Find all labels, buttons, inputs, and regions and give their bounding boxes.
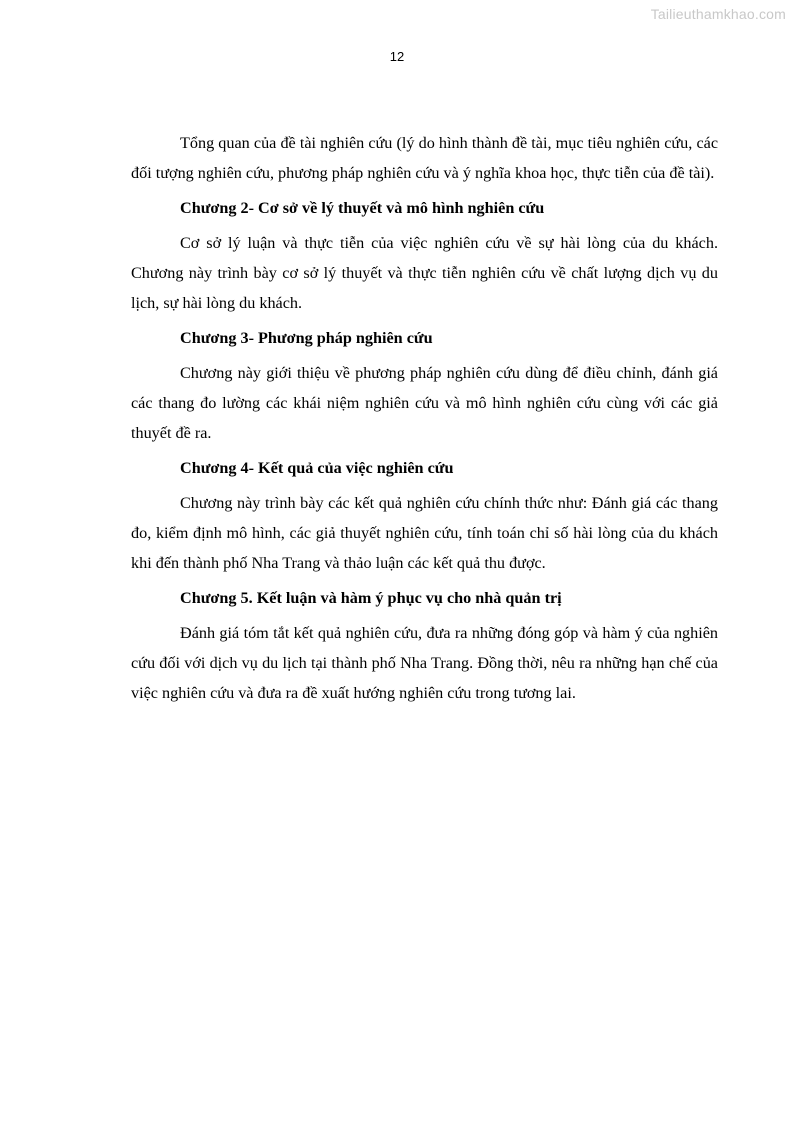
paragraph-intro: Tổng quan của đề tài nghiên cứu (lý do hình thành đề tài, mục tiêu nghiên cứu, các đối tượng nghiên cứu, phương pháp nghiên cứu và ý nghĩa khoa học, thực tiễn của đề tài). bbox=[131, 134, 718, 182]
heading-chapter-5: Chương 5. Kết luận và hàm ý phục vụ cho nhà quản trị bbox=[180, 589, 562, 607]
paragraph-chapter-2: Cơ sở lý luận và thực tiễn của việc nghiên cứu về sự hài lòng của du khách. Chương này trình bày cơ sở lý thuyết và thực tiễn nghiên cứu về chất lượng dịch vụ du lịch, sự hài lòng du khách. bbox=[131, 234, 718, 312]
document-body bbox=[131, 128, 718, 713]
paragraph-chapter-5: Đánh giá tóm tắt kết quả nghiên cứu, đưa ra những đóng góp và hàm ý của nghiên cứu đối với dịch vụ du lịch tại thành phố Nha Trang. Đồng thời, nêu ra những hạn chế của việc nghiên cứu và đưa ra đề xuất hướng nghiên cứu trong tương lai. bbox=[131, 624, 718, 702]
heading-chapter-2: Chương 2- Cơ sở về lý thuyết và mô hình nghiên cứu bbox=[180, 199, 545, 217]
watermark-text: Tailieuthamkhao.com bbox=[650, 6, 786, 22]
paragraph-chapter-4: Chương này trình bày các kết quả nghiên cứu chính thức như: Đánh giá các thang đo, kiểm định mô hình, các giả thuyết nghiên cứu, tính toán chỉ số hài lòng của du khách khi đến thành phố Nha Trang và thảo luận các kết quả thu được. bbox=[131, 494, 718, 572]
paragraph-chapter-3: Chương này giới thiệu về phương pháp nghiên cứu dùng để điều chỉnh, đánh giá các thang đo lường các khái niệm nghiên cứu và mô hình nghiên cứu cùng với các giả thuyết đề ra. bbox=[131, 364, 718, 442]
page-number: 12 bbox=[389, 49, 405, 64]
heading-chapter-4: Chương 4- Kết quả của việc nghiên cứu bbox=[180, 459, 454, 477]
heading-chapter-3: Chương 3- Phương pháp nghiên cứu bbox=[180, 329, 433, 347]
